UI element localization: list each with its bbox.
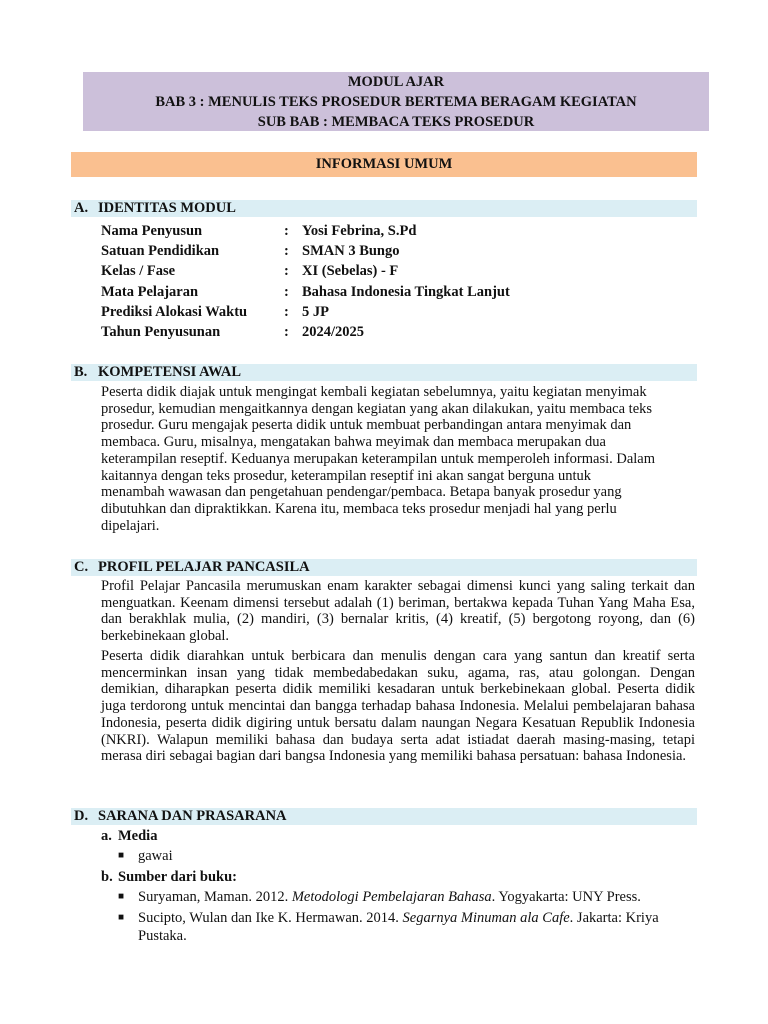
competency-line: keterampilan reseptif. Keduanya merupakan keterampilan untuk memperoleh informasi. Dalam [101,450,656,467]
identity-separator: : [284,283,289,300]
competency-line: prosedur, kemudian mengaitkannya dengan kegiatan yang akan dilakukan, yaitu membaca teks [101,400,653,417]
identity-separator: : [284,263,289,280]
section-a-letter: A. [74,200,89,216]
section-a-heading [71,200,697,217]
competency-line: dipelajari. [101,517,160,534]
book-publisher: . Yogyakarta: UNY Press. [491,889,641,905]
identity-value: XI (Sebelas) - F [302,263,399,280]
section-a-title: IDENTITAS MODUL [98,200,236,216]
profile-paragraph-1: Profil Pelajar Pancasila merumuskan enam karakter sebagai dimensi kunci yang saling terkait dan menguatkan. Keenam dimensi tersebut adalah (1) beriman, bertakwa kepada Tuhan Yang Maha Esa, dan berakhlak mulia, (2) mandiri, (3) bernalar kritis, (4) kreatif, (5) bergotong royong, dan (6) berkebinekaan global. [101,578,695,645]
book-reference-text [138,909,678,945]
identity-key: Kelas / Fase [101,263,176,280]
section-b-letter: B. [74,364,88,380]
bullet-icon: ■ [118,891,125,902]
identity-separator: : [284,243,289,260]
book-author: Sucipto, Wulan dan Ike K. Hermawan. 2014. [138,910,403,926]
competency-line: Peserta didik diajak untuk mengingat kembali kegiatan sebelumnya, yaitu kegiatan menyimak [101,384,647,400]
competency-paragraph [101,384,695,534]
competency-line: kaitannya dengan teks prosedur, keterampilan reseptif ini akan sangat berguna untuk [101,467,591,484]
identity-key: Prediksi Alokasi Waktu [101,303,248,320]
bullet-icon: ■ [118,912,125,923]
section-d-title: SARANA DAN PRASARANA [98,808,287,824]
identity-value: Bahasa Indonesia Tingkat Lanjut [302,283,510,300]
identity-separator: : [284,324,289,340]
profile-paragraph-2: Peserta didik diarahkan untuk berbicara dan menulis dengan cara yang santun dan kreatif serta mencerminkan insan yang tidak membedabedakan suku, agama, ras, atau golongan. Dengan demikian, diharapkan peserta didik memiliki kesadaran untuk berkebinekaan global. Peserta didik juga terdorong untuk mencintai dan bangga terhadap bahasa Indonesia. Melalui pembelajaran bahasa Indonesia, peserta didik digiring untuk bersatu dalam naungan Negara Kesatuan Republik Indonesia (NKRI). Walapun memiliki bahasa dan budaya serta adat istiadat daerah masing-masing, tetapi merasa diri sebagai bagian dari bangsa Indonesia yang memiliki bahasa persatuan: bahasa Indonesia. [101,648,695,765]
identity-key: Nama Penyusun [101,223,203,239]
book-author: Suryaman, Maman. 2012. [138,889,292,905]
section-d-letter: D. [74,808,89,824]
identity-key: Tahun Penyusunan [101,324,221,340]
identity-separator: : [284,303,289,320]
identity-value: SMAN 3 Bungo [302,243,400,260]
section-c-heading [71,559,697,576]
media-title: Media [118,828,158,844]
identity-value: 2024/2025 [302,324,365,340]
book-reference-text [138,888,678,906]
section-b-heading [71,364,697,381]
section-c-title: PROFIL PELAJAR PANCASILA [98,559,310,575]
section-b-title: KOMPETENSI AWAL [98,364,242,380]
identity-value: Yosi Febrina, S.Pd [302,223,417,239]
section-c-letter: C. [74,559,89,575]
subchapter-title: SUB BAB : MEMBACA TEKS PROSEDUR [257,114,535,130]
competency-line: dibutuhkan dan dipraktikkan. Karena itu, membaca teks prosedur menjadi hal yang perlu [101,500,617,517]
book-title: Metodologi Pembelajaran Bahasa [291,889,492,905]
identity-key: Satuan Pendidikan [101,243,220,260]
identity-key: Mata Pelajaran [101,283,199,300]
module-title-box [83,72,709,131]
competency-line: prosedur. Guru mengajak peserta didik untuk membuat perbandingan antara menyimak dan [101,417,632,434]
identity-value: 5 JP [302,303,329,320]
module-title: MODUL AJAR [347,74,445,90]
competency-line: membaca. Guru, misalnya, mengatakan bahwa meyimak dan membaca merupakan dua [101,434,606,451]
media-letter: a. [101,828,112,844]
book-title: Segarnya Minuman ala Cafe [402,910,570,926]
section-d-heading [71,808,697,825]
media-item-text: gawai [138,848,173,864]
info-section-title: INFORMASI UMUM [71,152,697,177]
identity-separator: : [284,223,289,239]
bullet-icon: ■ [118,850,125,861]
book-publisher: . Jakarta: Kriya Pustaka. [138,910,659,944]
competency-line: menambah wawasan dan pengetahuan pendengar/pembaca. Betapa banyak prosedur yang [101,484,622,501]
chapter-title: BAB 3 : MENULIS TEKS PROSEDUR BERTEMA BERAGAM KEGIATAN [155,94,637,110]
books-title: Sumber dari buku: [118,869,237,885]
books-letter: b. [101,869,113,885]
